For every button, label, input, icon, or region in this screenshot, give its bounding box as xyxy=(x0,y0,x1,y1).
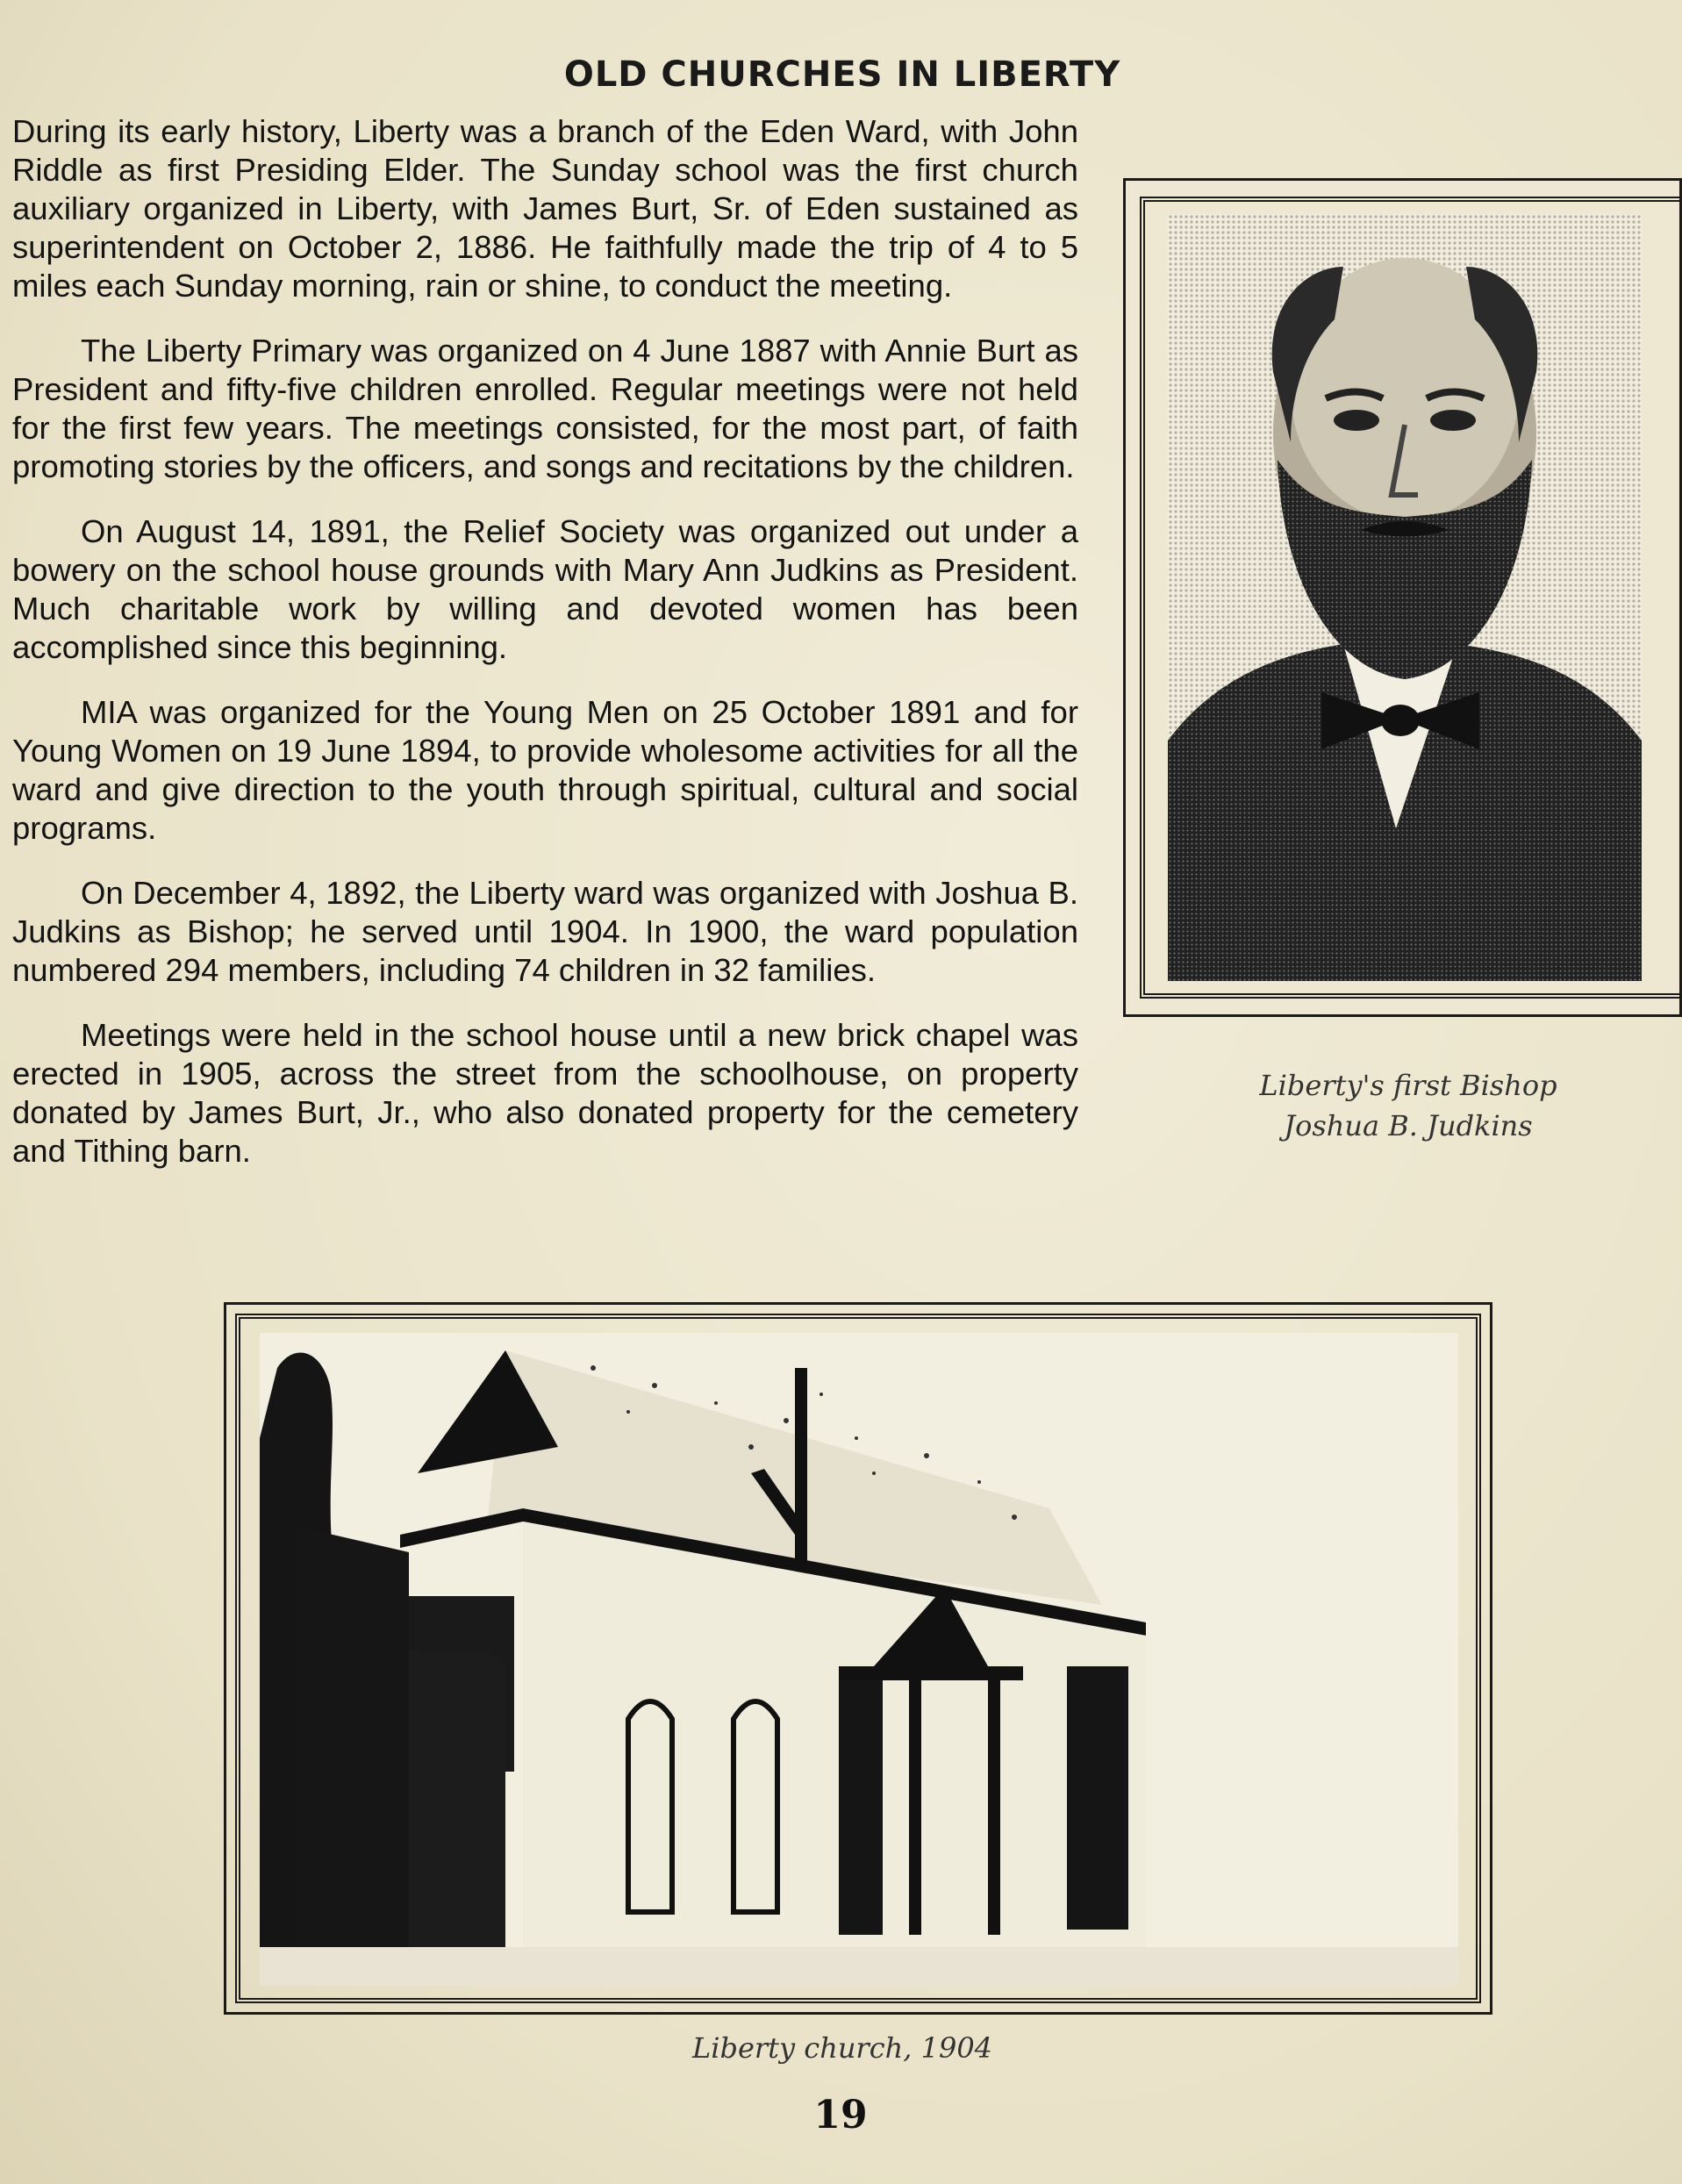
paragraph-sunday-school: During its early history, Liberty was a branch of the Eden Ward, with John Riddle as first Presiding Elder. The Sunday school was the first church auxiliary organized in Liberty, with James Burt, Sr. of Eden sustained as superintendent on October 2, 1886. He faithfully made the trip of 4 to 5 miles each Sunday morning, rain or shine, to conduct the meeting. xyxy=(12,113,1078,304)
paragraph-ward-organized: On December 4, 1892, the Liberty ward was organized with Joshua B. Judkins as Bishop; he served until 1904. In 1900, the ward population numbered 294 members, including 74 children in 32 families. xyxy=(12,875,1078,988)
page-number: 19 xyxy=(813,2093,868,2137)
bishop-portrait-photo xyxy=(1168,214,1642,981)
church-photo-frame xyxy=(224,1302,1492,2015)
portrait-caption-line2: Joshua B. Judkins xyxy=(1284,1109,1533,1142)
paragraph-brick-chapel: Meetings were held in the school house until a new brick chapel was erected in 1905, across the street from the schoolhouse, on property donated by James Burt, Jr., who also donated property for the cemetery and Tithing barn. xyxy=(12,1017,1078,1169)
church-photo xyxy=(260,1333,1458,1986)
page-title: OLD CHURCHES IN LIBERTY xyxy=(563,54,1121,95)
church-photo-caption: Liberty church, 1904 xyxy=(691,2031,993,2065)
article-body xyxy=(12,112,1078,1197)
portrait-frame xyxy=(1123,178,1682,1017)
paragraph-primary: The Liberty Primary was organized on 4 June 1887 with Annie Burt as President and fifty-five children enrolled. Regular meetings were not held for the first few years. The meetings consisted, for the most part, of faith promoting stories by the officers, and songs and recitations by the children. xyxy=(12,333,1078,484)
portrait-caption xyxy=(1193,1065,1623,1146)
paragraph-relief-society: On August 14, 1891, the Relief Society was organized out under a bowery on the school house grounds with Mary Ann Judkins as President. Much charitable work by willing and devoted women has been accomplished since this beginning. xyxy=(12,513,1078,665)
paragraph-mia: MIA was organized for the Young Men on 25 October 1891 and for Young Women on 19 June 1894, to provide wholesome activities for all the ward and give direction to the youth through spiritual, cultural and social programs. xyxy=(12,694,1078,846)
portrait-caption-line1: Liberty's first Bishop xyxy=(1259,1069,1557,1102)
